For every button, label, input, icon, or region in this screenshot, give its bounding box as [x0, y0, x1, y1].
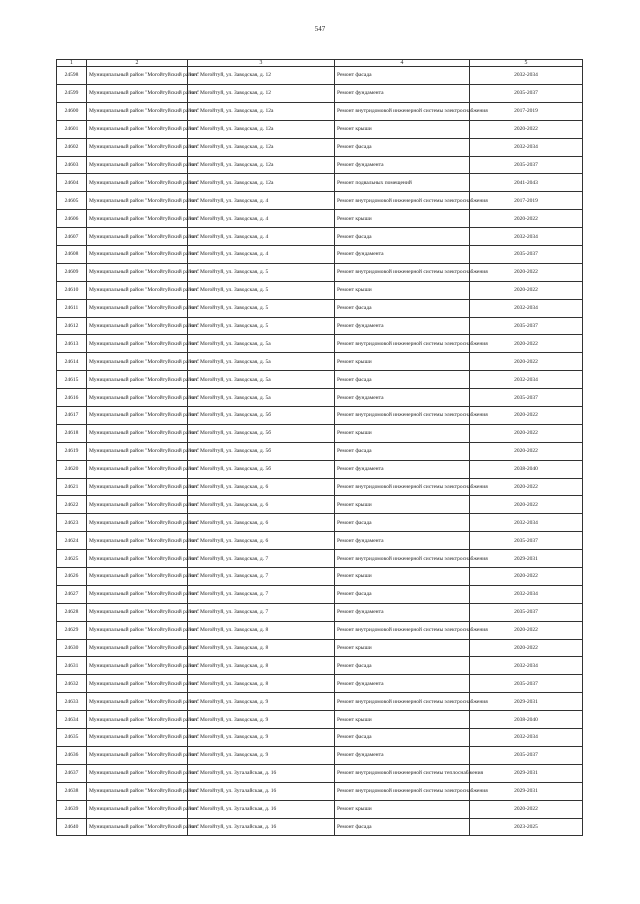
column-header: 4 [335, 60, 470, 67]
row-number-cell: 24612 [57, 317, 87, 335]
column-header: 2 [87, 60, 188, 67]
municipality-cell: Муниципальный район "Могойтуйский район" [87, 335, 188, 353]
period-cell: 2035-2037 [470, 675, 583, 693]
row-number-cell: 24610 [57, 281, 87, 299]
period-cell: 2035-2037 [470, 603, 583, 621]
period-cell: 2017-2019 [470, 192, 583, 210]
address-cell: пгт. Могойтуй, ул. Заводская, д. 8 [188, 621, 335, 639]
row-number-cell: 24627 [57, 585, 87, 603]
period-cell: 2032-2034 [470, 371, 583, 389]
row-number-cell: 24604 [57, 174, 87, 192]
row-number-cell: 24615 [57, 371, 87, 389]
work-type-cell: Ремонт фундамента [335, 156, 470, 174]
municipality-cell: Муниципальный район "Могойтуйский район" [87, 228, 188, 246]
address-cell: пгт. Могойтуй, ул. Заводская, д. 5а [188, 335, 335, 353]
address-cell: пгт. Могойтуй, ул. Заводская, д. 6 [188, 478, 335, 496]
table-row [57, 192, 583, 210]
address-cell: пгт. Могойтуй, ул. Заводская, д. 12а [188, 138, 335, 156]
row-number-cell: 24601 [57, 120, 87, 138]
work-type-cell: Ремонт крыши [335, 496, 470, 514]
work-type-cell: Ремонт внутридомовой инженерной системы электроснабжения [335, 621, 470, 639]
address-cell: пгт. Могойтуй, ул. Заводская, д. 7 [188, 585, 335, 603]
municipality-cell: Муниципальный район "Могойтуйский район" [87, 192, 188, 210]
column-number-row [57, 60, 583, 67]
row-number-cell: 24602 [57, 138, 87, 156]
address-cell: пгт. Могойтуй, ул. Заводская, д. 5 [188, 299, 335, 317]
period-cell: 2020-2022 [470, 496, 583, 514]
row-number-cell: 24637 [57, 764, 87, 782]
row-number-cell: 24622 [57, 496, 87, 514]
table-row [57, 299, 583, 317]
address-cell: пгт. Могойтуй, ул. Заводская, д. 5а [188, 353, 335, 371]
period-cell: 2020-2022 [470, 568, 583, 586]
row-number-cell: 24640 [57, 818, 87, 836]
table-row [57, 711, 583, 729]
table-row [57, 210, 583, 228]
table-row [57, 818, 583, 836]
address-cell: пгт. Могойтуй, ул. Заводская, д. 12а [188, 156, 335, 174]
table-row [57, 246, 583, 264]
work-type-cell: Ремонт фундамента [335, 603, 470, 621]
table-row [57, 138, 583, 156]
row-number-cell: 24631 [57, 657, 87, 675]
address-cell: пгт. Могойтуй, ул. Заводская, д. 5 [188, 263, 335, 281]
municipality-cell: Муниципальный район "Могойтуйский район" [87, 657, 188, 675]
municipality-cell: Муниципальный район "Могойтуйский район" [87, 317, 188, 335]
municipality-cell: Муниципальный район "Могойтуйский район" [87, 281, 188, 299]
table-row [57, 442, 583, 460]
page-number: 547 [314, 25, 326, 33]
table-row [57, 746, 583, 764]
row-number-cell: 24625 [57, 550, 87, 568]
period-cell: 2020-2022 [470, 263, 583, 281]
row-number-cell: 24620 [57, 460, 87, 478]
work-type-cell: Ремонт крыши [335, 568, 470, 586]
address-cell: пгт. Могойтуй, ул. Заводская, д. 8 [188, 639, 335, 657]
work-type-cell: Ремонт крыши [335, 424, 470, 442]
row-number-cell: 24619 [57, 442, 87, 460]
address-cell: пгт. Могойтуй, ул. Заводская, д. 4 [188, 192, 335, 210]
table-row [57, 568, 583, 586]
row-number-cell: 24608 [57, 246, 87, 264]
table-row [57, 424, 583, 442]
work-type-cell: Ремонт фасада [335, 729, 470, 747]
period-cell: 2035-2037 [470, 156, 583, 174]
period-cell: 2020-2022 [470, 407, 583, 425]
table-row [57, 84, 583, 102]
work-type-cell: Ремонт внутридомовой инженерной системы электроснабжения [335, 102, 470, 120]
table-row [57, 657, 583, 675]
row-number-cell: 24598 [57, 67, 87, 85]
work-type-cell: Ремонт фасада [335, 299, 470, 317]
column-header: 3 [188, 60, 335, 67]
table-row [57, 800, 583, 818]
work-type-cell: Ремонт фасада [335, 818, 470, 836]
period-cell: 2020-2022 [470, 424, 583, 442]
period-cell: 2032-2034 [470, 228, 583, 246]
municipality-cell: Муниципальный район "Могойтуйский район" [87, 371, 188, 389]
work-type-cell: Ремонт фасада [335, 657, 470, 675]
table-row [57, 102, 583, 120]
work-type-cell: Ремонт внутридомовой инженерной системы электроснабжения [335, 550, 470, 568]
table-row [57, 729, 583, 747]
address-cell: пгт. Могойтуй, ул. Заводская, д. 5а [188, 389, 335, 407]
municipality-cell: Муниципальный район "Могойтуйский район" [87, 299, 188, 317]
row-number-cell: 24603 [57, 156, 87, 174]
work-type-cell: Ремонт внутридомовой инженерной системы электроснабжения [335, 192, 470, 210]
period-cell: 2038-2040 [470, 711, 583, 729]
municipality-cell: Муниципальный район "Могойтуйский район" [87, 675, 188, 693]
municipality-cell: Муниципальный район "Могойтуйский район" [87, 389, 188, 407]
period-cell: 2038-2040 [470, 460, 583, 478]
row-number-cell: 24633 [57, 693, 87, 711]
work-type-cell: Ремонт внутридомовой инженерной системы теплоснабжения [335, 764, 470, 782]
period-cell: 2035-2037 [470, 389, 583, 407]
table-row [57, 353, 583, 371]
row-number-cell: 24638 [57, 782, 87, 800]
period-cell: 2023-2025 [470, 818, 583, 836]
municipality-cell: Муниципальный район "Могойтуйский район" [87, 102, 188, 120]
table-row [57, 514, 583, 532]
municipality-cell: Муниципальный район "Могойтуйский район" [87, 246, 188, 264]
row-number-cell: 24607 [57, 228, 87, 246]
work-type-cell: Ремонт фасада [335, 138, 470, 156]
row-number-cell: 24609 [57, 263, 87, 281]
municipality-cell: Муниципальный район "Могойтуйский район" [87, 800, 188, 818]
work-type-cell: Ремонт фундамента [335, 84, 470, 102]
period-cell: 2032-2034 [470, 67, 583, 85]
row-number-cell: 24629 [57, 621, 87, 639]
work-type-cell: Ремонт внутридомовой инженерной системы электроснабжения [335, 263, 470, 281]
address-cell: пгт. Могойтуй, ул. Заводская, д. 6 [188, 514, 335, 532]
table-row [57, 603, 583, 621]
period-cell: 2020-2022 [470, 478, 583, 496]
table-row [57, 782, 583, 800]
table-row [57, 407, 583, 425]
table-row [57, 67, 583, 85]
municipality-cell: Муниципальный район "Могойтуйский район" [87, 729, 188, 747]
address-cell: пгт. Могойтуй, ул. Зугалайская, д. 16 [188, 818, 335, 836]
column-header: 5 [470, 60, 583, 67]
period-cell: 2035-2037 [470, 246, 583, 264]
work-type-cell: Ремонт фасада [335, 371, 470, 389]
address-cell: пгт. Могойтуй, ул. Заводская, д. 6 [188, 496, 335, 514]
table-row [57, 693, 583, 711]
municipality-cell: Муниципальный район "Могойтуйский район" [87, 478, 188, 496]
work-type-cell: Ремонт крыши [335, 120, 470, 138]
municipality-cell: Муниципальный район "Могойтуйский район" [87, 424, 188, 442]
table-row [57, 371, 583, 389]
municipality-cell: Муниципальный район "Могойтуйский район" [87, 460, 188, 478]
period-cell: 2029-2031 [470, 693, 583, 711]
work-type-cell: Ремонт внутридомовой инженерной системы электроснабжения [335, 407, 470, 425]
work-type-cell: Ремонт подвальных помещений [335, 174, 470, 192]
municipality-cell: Муниципальный район "Могойтуйский район" [87, 746, 188, 764]
row-number-cell: 24599 [57, 84, 87, 102]
period-cell: 2020-2022 [470, 800, 583, 818]
municipality-cell: Муниципальный район "Могойтуйский район" [87, 174, 188, 192]
municipality-cell: Муниципальный район "Могойтуйский район" [87, 442, 188, 460]
address-cell: пгт. Могойтуй, ул. Заводская, д. 4 [188, 246, 335, 264]
address-cell: пгт. Могойтуй, ул. Заводская, д. 5б [188, 407, 335, 425]
address-cell: пгт. Могойтуй, ул. Заводская, д. 12 [188, 84, 335, 102]
row-number-cell: 24623 [57, 514, 87, 532]
address-cell: пгт. Могойтуй, ул. Заводская, д. 7 [188, 603, 335, 621]
period-cell: 2032-2034 [470, 514, 583, 532]
period-cell: 2032-2034 [470, 585, 583, 603]
period-cell: 2035-2037 [470, 317, 583, 335]
repair-schedule-table [56, 59, 583, 836]
address-cell: пгт. Могойтуй, ул. Зугалайская, д. 16 [188, 764, 335, 782]
address-cell: пгт. Могойтуй, ул. Заводская, д. 12а [188, 120, 335, 138]
work-type-cell: Ремонт фундамента [335, 246, 470, 264]
work-type-cell: Ремонт фасада [335, 228, 470, 246]
work-type-cell: Ремонт крыши [335, 639, 470, 657]
row-number-cell: 24626 [57, 568, 87, 586]
municipality-cell: Муниципальный район "Могойтуйский район" [87, 353, 188, 371]
period-cell: 2020-2022 [470, 639, 583, 657]
period-cell: 2035-2037 [470, 532, 583, 550]
period-cell: 2032-2034 [470, 657, 583, 675]
table-row [57, 496, 583, 514]
address-cell: пгт. Могойтуй, ул. Заводская, д. 9 [188, 711, 335, 729]
municipality-cell: Муниципальный район "Могойтуйский район" [87, 84, 188, 102]
work-type-cell: Ремонт фундамента [335, 532, 470, 550]
period-cell: 2017-2019 [470, 102, 583, 120]
address-cell: пгт. Могойтуй, ул. Заводская, д. 5 [188, 317, 335, 335]
table-row [57, 585, 583, 603]
row-number-cell: 24639 [57, 800, 87, 818]
table-row [57, 174, 583, 192]
period-cell: 2035-2037 [470, 84, 583, 102]
table-row [57, 389, 583, 407]
table-row [57, 120, 583, 138]
work-type-cell: Ремонт крыши [335, 353, 470, 371]
work-type-cell: Ремонт фундамента [335, 675, 470, 693]
table-row [57, 156, 583, 174]
address-cell: пгт. Могойтуй, ул. Заводская, д. 12а [188, 102, 335, 120]
row-number-cell: 24630 [57, 639, 87, 657]
work-type-cell: Ремонт внутридомовой инженерной системы электроснабжения [335, 335, 470, 353]
municipality-cell: Муниципальный район "Могойтуйский район" [87, 210, 188, 228]
municipality-cell: Муниципальный район "Могойтуйский район" [87, 782, 188, 800]
period-cell: 2020-2022 [470, 210, 583, 228]
period-cell: 2029-2031 [470, 550, 583, 568]
work-type-cell: Ремонт фасада [335, 514, 470, 532]
row-number-cell: 24634 [57, 711, 87, 729]
period-cell: 2020-2022 [470, 335, 583, 353]
address-cell: пгт. Могойтуй, ул. Заводская, д. 6 [188, 532, 335, 550]
work-type-cell: Ремонт фасада [335, 67, 470, 85]
municipality-cell: Муниципальный район "Могойтуйский район" [87, 156, 188, 174]
municipality-cell: Муниципальный район "Могойтуйский район" [87, 138, 188, 156]
period-cell: 2041-2043 [470, 174, 583, 192]
address-cell: пгт. Могойтуй, ул. Заводская, д. 5б [188, 442, 335, 460]
row-number-cell: 24611 [57, 299, 87, 317]
address-cell: пгт. Могойтуй, ул. Зугалайская, д. 16 [188, 800, 335, 818]
municipality-cell: Муниципальный район "Могойтуйский район" [87, 263, 188, 281]
address-cell: пгт. Могойтуй, ул. Заводская, д. 12 [188, 67, 335, 85]
row-number-cell: 24617 [57, 407, 87, 425]
period-cell: 2020-2022 [470, 621, 583, 639]
row-number-cell: 24613 [57, 335, 87, 353]
row-number-cell: 24621 [57, 478, 87, 496]
municipality-cell: Муниципальный район "Могойтуйский район" [87, 496, 188, 514]
address-cell: пгт. Могойтуй, ул. Заводская, д. 7 [188, 568, 335, 586]
row-number-cell: 24616 [57, 389, 87, 407]
table-row [57, 335, 583, 353]
column-header: 1 [57, 60, 87, 67]
period-cell: 2020-2022 [470, 281, 583, 299]
work-type-cell: Ремонт фундамента [335, 317, 470, 335]
table-row [57, 317, 583, 335]
row-number-cell: 24632 [57, 675, 87, 693]
work-type-cell: Ремонт внутридомовой инженерной системы электроснабжения [335, 478, 470, 496]
address-cell: пгт. Могойтуй, ул. Заводская, д. 4 [188, 210, 335, 228]
work-type-cell: Ремонт крыши [335, 210, 470, 228]
table-row [57, 460, 583, 478]
municipality-cell: Муниципальный район "Могойтуйский район" [87, 407, 188, 425]
row-number-cell: 24600 [57, 102, 87, 120]
work-type-cell: Ремонт фундамента [335, 389, 470, 407]
work-type-cell: Ремонт фундамента [335, 746, 470, 764]
table-row [57, 228, 583, 246]
address-cell: пгт. Могойтуй, ул. Заводская, д. 4 [188, 228, 335, 246]
period-cell: 2020-2022 [470, 120, 583, 138]
municipality-cell: Муниципальный район "Могойтуйский район" [87, 120, 188, 138]
row-number-cell: 24628 [57, 603, 87, 621]
work-type-cell: Ремонт внутридомовой инженерной системы электроснабжения [335, 782, 470, 800]
row-number-cell: 24606 [57, 210, 87, 228]
period-cell: 2032-2034 [470, 138, 583, 156]
municipality-cell: Муниципальный район "Могойтуйский район" [87, 818, 188, 836]
table-row [57, 281, 583, 299]
row-number-cell: 24618 [57, 424, 87, 442]
table-row [57, 263, 583, 281]
work-type-cell: Ремонт крыши [335, 800, 470, 818]
address-cell: пгт. Могойтуй, ул. Заводская, д. 9 [188, 729, 335, 747]
row-number-cell: 24636 [57, 746, 87, 764]
address-cell: пгт. Могойтуй, ул. Заводская, д. 12а [188, 174, 335, 192]
address-cell: пгт. Могойтуй, ул. Зугалайская, д. 16 [188, 782, 335, 800]
table-row [57, 532, 583, 550]
row-number-cell: 24624 [57, 532, 87, 550]
table-body [57, 67, 583, 836]
municipality-cell: Муниципальный район "Могойтуйский район" [87, 693, 188, 711]
address-cell: пгт. Могойтуй, ул. Заводская, д. 5 [188, 281, 335, 299]
work-type-cell: Ремонт крыши [335, 711, 470, 729]
municipality-cell: Муниципальный район "Могойтуйский район" [87, 639, 188, 657]
address-cell: пгт. Могойтуй, ул. Заводская, д. 8 [188, 675, 335, 693]
table-row [57, 550, 583, 568]
municipality-cell: Муниципальный район "Могойтуйский район" [87, 711, 188, 729]
address-cell: пгт. Могойтуй, ул. Заводская, д. 7 [188, 550, 335, 568]
work-type-cell: Ремонт крыши [335, 281, 470, 299]
work-type-cell: Ремонт фасада [335, 585, 470, 603]
address-cell: пгт. Могойтуй, ул. Заводская, д. 8 [188, 657, 335, 675]
work-type-cell: Ремонт внутридомовой инженерной системы электроснабжения [335, 693, 470, 711]
period-cell: 2029-2031 [470, 782, 583, 800]
municipality-cell: Муниципальный район "Могойтуйский район" [87, 532, 188, 550]
work-type-cell: Ремонт фасада [335, 442, 470, 460]
table-row [57, 621, 583, 639]
municipality-cell: Муниципальный район "Могойтуйский район" [87, 550, 188, 568]
municipality-cell: Муниципальный район "Могойтуйский район" [87, 764, 188, 782]
municipality-cell: Муниципальный район "Могойтуйский район" [87, 568, 188, 586]
address-cell: пгт. Могойтуй, ул. Заводская, д. 5б [188, 460, 335, 478]
period-cell: 2035-2037 [470, 746, 583, 764]
work-type-cell: Ремонт фундамента [335, 460, 470, 478]
table-row [57, 478, 583, 496]
municipality-cell: Муниципальный район "Могойтуйский район" [87, 514, 188, 532]
row-number-cell: 24614 [57, 353, 87, 371]
table-row [57, 639, 583, 657]
municipality-cell: Муниципальный район "Могойтуйский район" [87, 585, 188, 603]
row-number-cell: 24635 [57, 729, 87, 747]
municipality-cell: Муниципальный район "Могойтуйский район" [87, 67, 188, 85]
municipality-cell: Муниципальный район "Могойтуйский район" [87, 603, 188, 621]
row-number-cell: 24605 [57, 192, 87, 210]
table-row [57, 675, 583, 693]
municipality-cell: Муниципальный район "Могойтуйский район" [87, 621, 188, 639]
period-cell: 2020-2022 [470, 353, 583, 371]
period-cell: 2029-2031 [470, 764, 583, 782]
period-cell: 2032-2034 [470, 729, 583, 747]
address-cell: пгт. Могойтуй, ул. Заводская, д. 5а [188, 371, 335, 389]
table-row [57, 764, 583, 782]
address-cell: пгт. Могойтуй, ул. Заводская, д. 5б [188, 424, 335, 442]
period-cell: 2032-2034 [470, 299, 583, 317]
period-cell: 2020-2022 [470, 442, 583, 460]
address-cell: пгт. Могойтуй, ул. Заводская, д. 9 [188, 746, 335, 764]
address-cell: пгт. Могойтуй, ул. Заводская, д. 9 [188, 693, 335, 711]
